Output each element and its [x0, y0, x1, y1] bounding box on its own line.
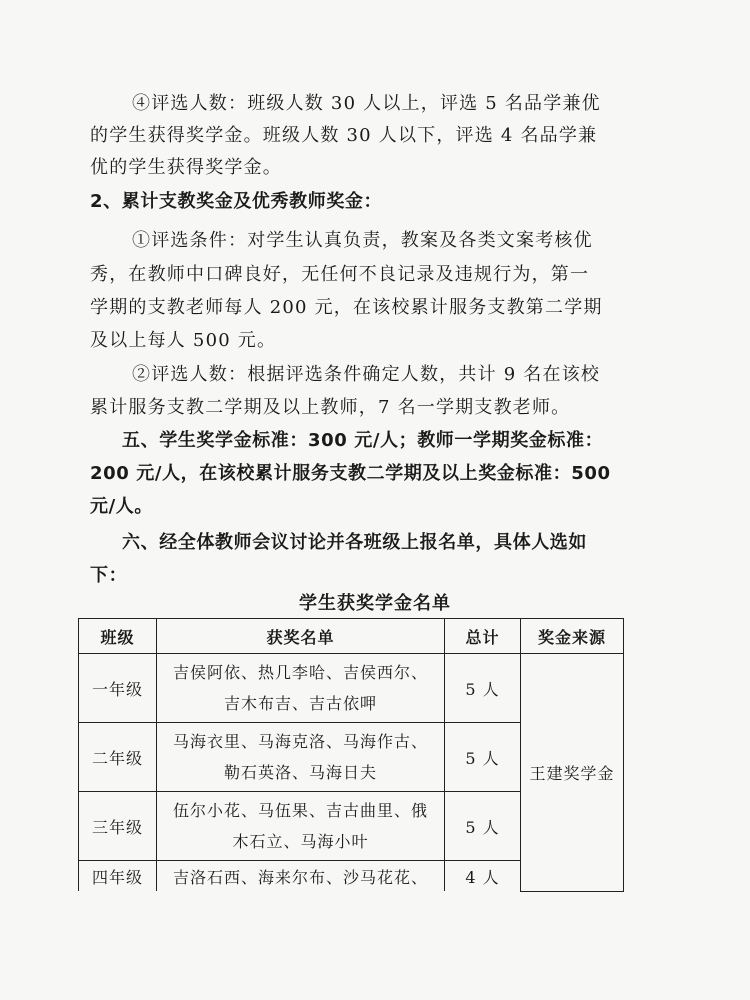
- grade-cell: 四年级: [79, 861, 157, 892]
- grade-cell: 三年级: [79, 792, 157, 861]
- section-heading: 六、经全体教师会议讨论并各班级上报名单，具体人选如: [122, 532, 587, 553]
- award-table: [78, 618, 624, 892]
- paragraph-line: 及以上每人 500 元。: [90, 330, 277, 351]
- paragraph-line: 累计服务支教二学期及以上教师，7 名一学期支教老师。: [90, 397, 571, 418]
- names-line: 马海衣里、马海克洛、马海作古、: [172, 732, 428, 751]
- total-cell: 5 人: [445, 792, 521, 861]
- names-cell: [157, 792, 445, 861]
- paragraph-line: 元/人。: [90, 496, 153, 517]
- source-cell: 王建奖学金: [521, 654, 624, 892]
- total-cell: 4 人: [445, 861, 521, 892]
- names-line: 勒石英洛、马海日夫: [223, 763, 377, 782]
- grade-cell: 二年级: [79, 723, 157, 792]
- names-line: 吉木布吉、吉古依呷: [223, 694, 377, 713]
- paragraph-line: ①评选条件：对学生认真负责，教案及各类文案考核优: [132, 230, 593, 251]
- names-line: 吉侯阿依、热几李哈、吉侯西尔、: [172, 663, 428, 682]
- header-names: 获奖名单: [157, 619, 445, 654]
- table-title: 学生获奖学金名单: [299, 593, 451, 614]
- header-total: 总计: [445, 619, 521, 654]
- paragraph-line: 优的学生获得奖学金。: [90, 157, 282, 178]
- section-heading: 2、累计支教奖金及优秀教师奖金：: [90, 191, 383, 212]
- paragraph-line: 学期的支教老师每人 200 元，在该校累计服务支教第二学期: [90, 297, 603, 318]
- grade-cell: 一年级: [79, 654, 157, 723]
- names-line: 伍尔小花、马伍果、吉古曲里、俄: [172, 801, 428, 820]
- paragraph-line: 200 元/人，在该校累计服务支教二学期及以上奖金标准：500: [90, 463, 611, 484]
- paragraph-line: 下：: [90, 565, 128, 586]
- paragraph-line: 秀，在教师中口碑良好，无任何不良记录及违规行为，第一: [90, 264, 590, 285]
- names-cell: [157, 723, 445, 792]
- table-row: [79, 654, 624, 723]
- section-heading: 五、学生奖学金标准：300 元/人；教师一学期奖金标准：: [122, 430, 604, 451]
- total-cell: 5 人: [445, 654, 521, 723]
- names-line: 木石立、马海小叶: [232, 832, 369, 851]
- paragraph-line: ②评选人数：根据评选条件确定人数，共计 9 名在该校: [132, 364, 601, 385]
- names-cell: 吉洛石西、海来尔布、沙马花花、: [157, 861, 445, 892]
- total-cell: 5 人: [445, 723, 521, 792]
- paragraph-line: ④评选人数：班级人数 30 人以上，评选 5 名品学兼优: [132, 93, 601, 114]
- table-header-row: [79, 619, 624, 654]
- header-source: 奖金来源: [521, 619, 624, 654]
- paragraph-line: 的学生获得奖学金。班级人数 30 人以下，评选 4 名品学兼: [90, 125, 598, 146]
- names-cell: [157, 654, 445, 723]
- header-class: 班级: [79, 619, 157, 654]
